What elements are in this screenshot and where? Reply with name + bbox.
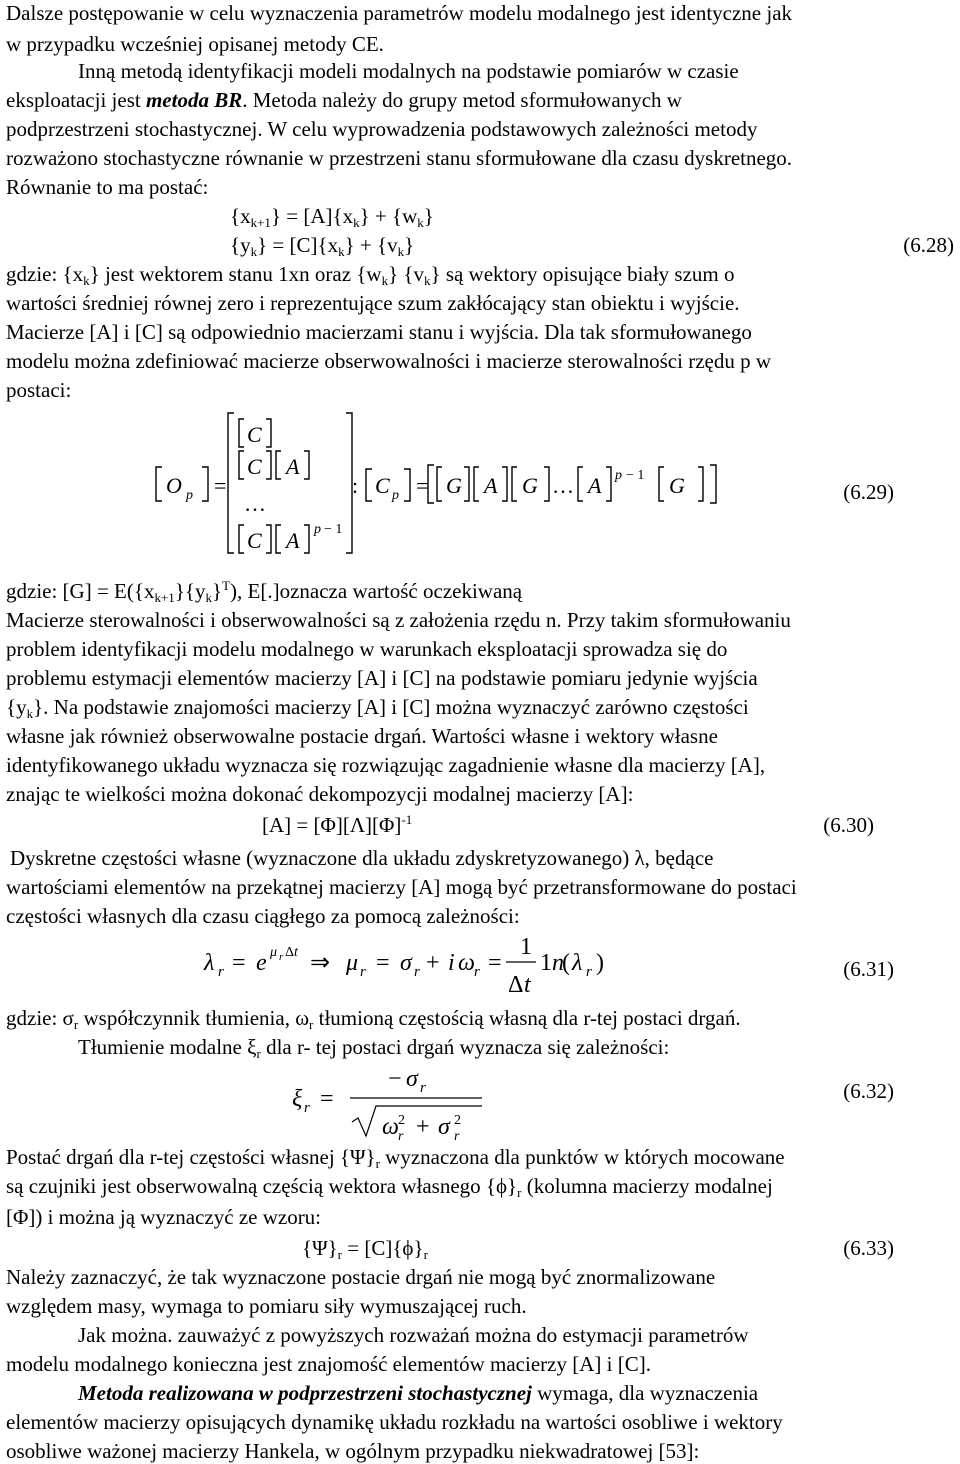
svg-text:=: = — [214, 473, 227, 498]
svg-text:− 1: − 1 — [324, 522, 343, 537]
svg-text:=: = — [320, 1086, 334, 1112]
text-line: w przypadku wcześniej opisanej metody CE. — [6, 32, 384, 56]
svg-text:r: r — [279, 951, 284, 963]
text-line: rozważono stochastyczne równanie w przestrzeni stanu sformułowane dla czasu dyskretnego. — [6, 146, 793, 170]
svg-text:2: 2 — [398, 1113, 405, 1128]
svg-text:+: + — [426, 950, 440, 976]
method-name: Metoda realizowana w podprzestrzeni stochastycznej — [78, 1381, 532, 1405]
svg-text:A: A — [588, 473, 602, 498]
text-line: Równanie to ma postać: — [6, 175, 209, 199]
svg-text:2: 2 — [454, 1113, 461, 1128]
text-line: identyfikowanego układu wyznacza się rozwiązując zagadnienie własne dla macierzy [A], — [6, 753, 766, 777]
svg-text:G: G — [669, 473, 685, 498]
svg-text:n: n — [552, 950, 564, 976]
svg-text:C: C — [247, 454, 262, 479]
text-line: problemu estymacji elementów macierzy [A] i [C] na podstawie pomiaru jedynie wyjścia — [6, 666, 758, 690]
equation-number: (6.32) — [843, 1079, 894, 1103]
svg-text:(: ( — [562, 950, 570, 976]
svg-text::: : — [352, 473, 359, 498]
equation-6-30: $[A] = [\Phi][\Lambda][\Phi]^{-1}$ — [262, 812, 413, 837]
svg-text:=: = — [488, 950, 502, 976]
svg-text:1: 1 — [520, 934, 532, 960]
text-line: Należy zaznaczyć, że tak wyznaczone postacie drgań nie mogą być znormalizowane — [6, 1265, 716, 1289]
svg-text:t: t — [524, 972, 531, 998]
svg-text:A: A — [286, 454, 300, 479]
svg-text:r: r — [586, 964, 592, 980]
svg-text:⇒: ⇒ — [310, 950, 331, 976]
method-name: metoda BR — [145, 88, 243, 112]
equation-6-28-line1: $\{x_{k+1}\} = [A]\{x_k\} + \{w_k\}$ — [230, 204, 434, 230]
svg-text:r: r — [360, 964, 366, 980]
text-line: Macierze sterowalności i obserwowalności są z założenia rzędu n. Przy takim sformułowaniu — [6, 608, 791, 632]
svg-text:r: r — [304, 1100, 310, 1116]
equation-6-33: $\{\Psi\}_r = [C]\{\phi\}_r$ — [302, 1236, 428, 1262]
text-line: modelu modalnego konieczna jest znajomość elementów macierzy [A] i [C]. — [6, 1352, 651, 1376]
svg-text:r: r — [454, 1129, 460, 1144]
text-line: gdzie: $\sigma_r$ współczynnik tłumienia, $\omega_r$ tłumioną częstością własną dla r-tej postaci drgań. — [6, 1006, 741, 1032]
svg-text:C: C — [247, 422, 262, 447]
text-line: Dalsze postępowanie w celu wyznaczenia parametrów modelu modalnego jest identyczne jak — [6, 1, 793, 25]
svg-text:ξ: ξ — [292, 1086, 303, 1112]
svg-text:…: … — [552, 473, 574, 498]
svg-text:=: = — [416, 473, 429, 498]
svg-text:=: = — [232, 950, 246, 976]
text-line: postaci: — [6, 378, 72, 402]
svg-text:1: 1 — [540, 950, 552, 976]
svg-text:μ: μ — [346, 950, 359, 976]
svg-text:r: r — [218, 964, 224, 980]
equation-6-28-line2: $\{y_k\} = [C]\{x_k\} + \{v_k\}$ — [230, 233, 415, 259]
equation-number: (6.33) — [843, 1236, 894, 1260]
text-line: eksploatacji jest metoda BR. Metoda należy do grupy metod sformułowanych w — [6, 88, 682, 112]
text-line: znając te wielkości można dokonać dekompozycji modalnej macierzy [A]: — [6, 782, 634, 806]
svg-text:): ) — [596, 950, 604, 976]
svg-text:t: t — [294, 945, 298, 960]
svg-text:−: − — [388, 1066, 402, 1092]
svg-text:p: p — [186, 488, 193, 503]
text-line: osobliwe ważonej macierzy Hankela, w ogólnym przypadku niekwadratowej [53]: — [6, 1439, 700, 1463]
text-line: Inną metodą identyfikacji modeli modalnych na podstawie pomiarów w czasie — [78, 59, 739, 83]
svg-text:A: A — [484, 473, 498, 498]
svg-text:A: A — [286, 528, 300, 553]
text-line: gdzie: $[G] = E(\{x_{k+1}\}\{y_k\}^T)$, E[.]oznacza wartość oczekiwaną — [6, 578, 523, 605]
equation-number: (6.31) — [843, 957, 894, 981]
text-line: [Φ]) i można ją wyznaczyć ze wzoru: — [6, 1205, 322, 1229]
text-line: Postać drgań dla r-tej częstości własnej $\{\Psi\}_r$ wyznaczona dla punktów w których mocowane — [6, 1145, 785, 1171]
equation-number: (6.30) — [823, 813, 874, 837]
equation-number: (6.29) — [843, 480, 894, 504]
svg-text:i: i — [448, 950, 455, 976]
svg-text:C: C — [375, 473, 390, 498]
svg-text:G: G — [522, 473, 538, 498]
svg-text:r: r — [474, 964, 480, 980]
text-line: są czujniki jest obserwowalną częścią wektora własnego $\{\phi\}_r$ (kolumna macierzy modalnej — [6, 1174, 773, 1200]
text-line: problem identyfikacji modelu modalnego w warunkach eksploatacji sprowadza się do — [6, 637, 728, 661]
text-line: częstości własnych dla czasu ciągłego za pomocą zależności: — [6, 904, 520, 928]
text-line: wartościami elementów na przekątnej macierzy [A] mogą być przetransformowane do postaci — [6, 875, 797, 899]
svg-text:λ: λ — [204, 950, 215, 976]
svg-text:σ: σ — [438, 1114, 450, 1140]
text-line: gdzie: $\{x_k\}$ jest wektorem stanu 1xn oraz $\{w_k\}$ $\{v_k\}$ są wektory opisujące biały szum o — [6, 262, 735, 288]
svg-text:G: G — [446, 473, 462, 498]
svg-text:r: r — [414, 964, 420, 980]
svg-text:…: … — [244, 491, 266, 516]
text-line: Metoda realizowana w podprzestrzeni stochastycznej wymaga, dla wyznaczenia — [78, 1381, 759, 1405]
svg-text:ω: ω — [458, 950, 475, 976]
svg-text:σ: σ — [406, 1066, 418, 1092]
equation-number: (6.28) — [903, 233, 954, 257]
svg-text:Δ: Δ — [285, 945, 295, 960]
svg-text:r: r — [420, 1080, 426, 1096]
svg-text:+: + — [416, 1114, 430, 1140]
svg-text:C: C — [247, 528, 262, 553]
svg-text:p: p — [615, 468, 622, 483]
text-line: Dyskretne częstości własne (wyznaczone dla układu zdyskretyzowanego) λ, będące — [10, 846, 714, 870]
text-line: modelu można zdefiniować macierze obserwowalności i macierze sterowalności rzędu p w — [6, 349, 772, 373]
svg-text:O: O — [166, 473, 182, 498]
text-line: względem masy, wymaga to pomiaru siły wymuszającej ruch. — [6, 1294, 527, 1318]
svg-text:λ: λ — [572, 950, 583, 976]
text-line: $\{y_k\}$. Na podstawie znajomości macierzy [A] i [C] można wyznaczyć zarówno częstości — [6, 695, 749, 721]
svg-text:e: e — [256, 950, 267, 976]
text-line: elementów macierzy opisujących dynamikę układu rozkładu na wartości osobliwe i wektory — [6, 1410, 783, 1434]
text-line: własne jak również obserwowalne postacie drgań. Wartości własne i wektory własne — [6, 724, 718, 748]
svg-text:=: = — [376, 950, 390, 976]
svg-text:p: p — [392, 488, 399, 503]
svg-text:− 1: − 1 — [626, 468, 645, 483]
svg-text:p: p — [314, 522, 321, 537]
svg-text:Δ: Δ — [508, 972, 524, 998]
text-line: Tłumienie modalne $\xi_r$ dla r- tej postaci drgań wyznacza się zależności: — [78, 1035, 670, 1061]
svg-text:μ: μ — [270, 945, 278, 960]
svg-text:σ: σ — [400, 950, 412, 976]
text-line: Macierze [A] i [C] są odpowiednio macierzami stanu i wyjścia. Dla tak sformułowanego — [6, 320, 752, 344]
text-line: wartości średniej równej zero i reprezentujące szum zakłócający stan obiektu i wyjście. — [6, 291, 740, 315]
svg-text:ω: ω — [382, 1114, 399, 1140]
svg-text:r: r — [398, 1129, 404, 1144]
text-line: Jak można. zauważyć z powyższych rozważań można do estymacji parametrów — [78, 1323, 749, 1347]
text-line: podprzestrzeni stochastycznej. W celu wyprowadzenia podstawowych zależności metody — [6, 117, 758, 141]
